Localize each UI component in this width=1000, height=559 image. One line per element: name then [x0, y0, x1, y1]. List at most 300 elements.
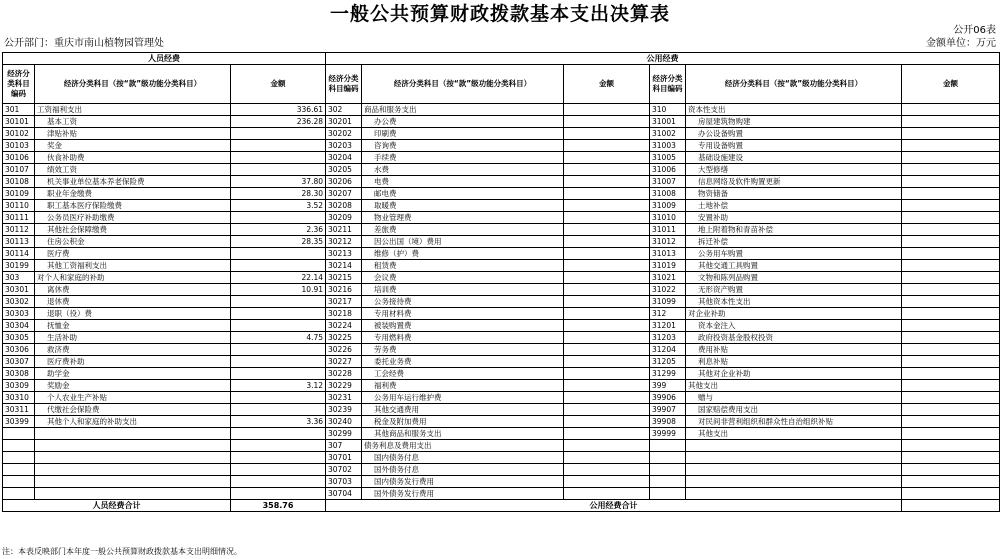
cell-name: 其他支出: [686, 428, 902, 440]
cell-name: [686, 464, 902, 476]
cell-code: 31099: [650, 296, 686, 308]
cell-code: 30114: [3, 248, 35, 260]
cell-name: 绩效工资: [35, 164, 231, 176]
cell-amount: [564, 476, 650, 488]
cell-amount: 2.36: [231, 224, 326, 236]
cell-name: 其他商品和服务支出: [362, 428, 564, 440]
personnel-total-value: 358.76: [231, 500, 326, 512]
cell-amount: 4.75: [231, 332, 326, 344]
cell-name: 维修（护）费: [362, 248, 564, 260]
cell-name: 退休费: [35, 296, 231, 308]
cell-code: 30308: [3, 368, 35, 380]
cell-amount: [902, 200, 1000, 212]
cell-amount: [902, 356, 1000, 368]
table-row: [3, 200, 1000, 212]
cell-amount: [564, 284, 650, 296]
cell-amount: [231, 164, 326, 176]
table-row: [3, 104, 1000, 116]
table-row: [3, 248, 1000, 260]
cell-name: 办公费: [362, 116, 564, 128]
cell-code: 30102: [3, 128, 35, 140]
cell-name: [35, 464, 231, 476]
cell-amount: [902, 416, 1000, 428]
public-total-label: 公用经费合计: [326, 500, 902, 512]
cell-amount: [564, 404, 650, 416]
cell-amount: [902, 332, 1000, 344]
cell-name: 其他对企业补助: [686, 368, 902, 380]
cell-code: 31008: [650, 188, 686, 200]
table-row: [3, 392, 1000, 404]
cell-name: 公务员医疗补助缴费: [35, 212, 231, 224]
cell-code: 30224: [326, 320, 362, 332]
cell-name: 其他交通费用: [362, 404, 564, 416]
cell-name: 水费: [362, 164, 564, 176]
table-row: [3, 308, 1000, 320]
cell-code: 31001: [650, 116, 686, 128]
cell-code: 31019: [650, 260, 686, 272]
cell-name: 国外债务发行费用: [362, 488, 564, 500]
cell-amount: [564, 416, 650, 428]
table-row: [3, 428, 1000, 440]
cell-code: 30109: [3, 188, 35, 200]
table-row: [3, 320, 1000, 332]
cell-name: [35, 452, 231, 464]
cell-amount: [902, 104, 1000, 116]
cell-code: 30225: [326, 332, 362, 344]
cell-code: 307: [326, 440, 362, 452]
table-row: [3, 260, 1000, 272]
cell-amount: [564, 368, 650, 380]
cell-code: 30228: [326, 368, 362, 380]
cell-amount: [231, 428, 326, 440]
cell-amount: [231, 368, 326, 380]
table-row: [3, 236, 1000, 248]
cell-name: 公务用车运行维护费: [362, 392, 564, 404]
cell-code: [3, 464, 35, 476]
cell-amount: [564, 128, 650, 140]
cell-amount: 336.61: [231, 104, 326, 116]
cell-name: 生活补助: [35, 332, 231, 344]
cell-amount: [902, 128, 1000, 140]
cell-code: 30101: [3, 116, 35, 128]
cell-name: 赠与: [686, 392, 902, 404]
cell-name: 物资储备: [686, 188, 902, 200]
cell-name: 其他资本性支出: [686, 296, 902, 308]
table-row: [3, 380, 1000, 392]
cell-amount: [902, 176, 1000, 188]
cell-name: 工会经费: [362, 368, 564, 380]
cell-amount: [231, 344, 326, 356]
cell-code: 30103: [3, 140, 35, 152]
table-row: [3, 488, 1000, 500]
cell-name: 商品和服务支出: [362, 104, 564, 116]
cell-code: 30702: [326, 464, 362, 476]
cell-amount: [231, 488, 326, 500]
cell-name: 公务接待费: [362, 296, 564, 308]
table-row: [3, 356, 1000, 368]
cell-code: 30231: [326, 392, 362, 404]
cell-amount: [902, 272, 1000, 284]
cell-code: 30106: [3, 152, 35, 164]
cell-name: 因公出国（境）费用: [362, 236, 564, 248]
cell-amount: [564, 344, 650, 356]
amount-unit-label: 金额单位：万元: [926, 38, 996, 49]
cell-amount: [902, 284, 1000, 296]
cell-name: 咨询费: [362, 140, 564, 152]
cell-code: 30226: [326, 344, 362, 356]
cell-name: 其他社会保障缴费: [35, 224, 231, 236]
cell-name: 国内债务发行费用: [362, 476, 564, 488]
cell-name: 其他支出: [686, 380, 902, 392]
cell-name: 电费: [362, 176, 564, 188]
cell-name: 安置补助: [686, 212, 902, 224]
public-section-title: 公用经费: [326, 53, 1000, 65]
cell-amount: [902, 464, 1000, 476]
expenditure-table: [2, 52, 1000, 512]
cell-name: [686, 440, 902, 452]
cell-name: 被装购置费: [362, 320, 564, 332]
cell-code: 30113: [3, 236, 35, 248]
cell-amount: [902, 476, 1000, 488]
cell-amount: [564, 236, 650, 248]
cell-code: 30304: [3, 320, 35, 332]
cell-code: 30213: [326, 248, 362, 260]
cell-amount: [564, 176, 650, 188]
cell-code: 30206: [326, 176, 362, 188]
cell-name: 租赁费: [362, 260, 564, 272]
cell-code: 30240: [326, 416, 362, 428]
cell-name: 其他工资福利支出: [35, 260, 231, 272]
cell-amount: [564, 248, 650, 260]
cell-code: 30302: [3, 296, 35, 308]
cell-code: 30203: [326, 140, 362, 152]
section-header-row: [3, 53, 1000, 65]
cell-code: 39999: [650, 428, 686, 440]
cell-amount: [231, 464, 326, 476]
cell-amount: [231, 152, 326, 164]
cell-amount: [564, 356, 650, 368]
cell-amount: [902, 428, 1000, 440]
cell-name: 对民间非营利组织和群众性自治组织补贴: [686, 416, 902, 428]
cell-amount: [564, 200, 650, 212]
cell-amount: [902, 248, 1000, 260]
table-row: [3, 164, 1000, 176]
cell-amount: [231, 140, 326, 152]
cell-amount: [902, 404, 1000, 416]
cell-code: 30299: [326, 428, 362, 440]
cell-code: 302: [326, 104, 362, 116]
cell-name: 对个人和家庭的补助: [35, 272, 231, 284]
cell-code: 31012: [650, 236, 686, 248]
cell-amount: 37.80: [231, 176, 326, 188]
col-header-name: 经济分类科目（按“款”级功能分类科目）: [35, 65, 231, 104]
cell-code: [650, 476, 686, 488]
cell-amount: [564, 272, 650, 284]
cell-code: 31013: [650, 248, 686, 260]
table-row: [3, 416, 1000, 428]
table-row: [3, 452, 1000, 464]
cell-name: [686, 476, 902, 488]
personnel-total-label: 人员经费合计: [3, 500, 231, 512]
cell-code: 31201: [650, 320, 686, 332]
cell-name: 劳务费: [362, 344, 564, 356]
cell-amount: [902, 188, 1000, 200]
cell-name: 手续费: [362, 152, 564, 164]
cell-amount: [902, 212, 1000, 224]
cell-name: 会议费: [362, 272, 564, 284]
cell-name: 资本性支出: [686, 104, 902, 116]
col-header-name: 经济分类科目（按“款”级功能分类科目）: [686, 65, 902, 104]
cell-code: 30112: [3, 224, 35, 236]
cell-name: 救济费: [35, 344, 231, 356]
column-header-row: [3, 65, 1000, 104]
cell-code: 31205: [650, 356, 686, 368]
footnote: 注：本表反映部门本年度一般公共预算财政拨款基本支出明细情况。: [2, 547, 242, 556]
table-row: [3, 368, 1000, 380]
cell-name: 职工基本医疗保险缴费: [35, 200, 231, 212]
cell-amount: [564, 104, 650, 116]
cell-code: 399: [650, 380, 686, 392]
cell-name: [35, 440, 231, 452]
cell-code: [3, 452, 35, 464]
cell-amount: [564, 320, 650, 332]
cell-name: 国外债务付息: [362, 464, 564, 476]
table-row: [3, 332, 1000, 344]
cell-amount: [564, 488, 650, 500]
cell-code: 30701: [326, 452, 362, 464]
table-row: [3, 152, 1000, 164]
public-total-value: [902, 500, 1000, 512]
cell-name: [686, 488, 902, 500]
cell-code: 39906: [650, 392, 686, 404]
cell-code: 30311: [3, 404, 35, 416]
cell-amount: [902, 224, 1000, 236]
cell-code: 31009: [650, 200, 686, 212]
table-row: [3, 404, 1000, 416]
cell-code: 30239: [326, 404, 362, 416]
cell-code: 30399: [3, 416, 35, 428]
col-header-amount: 金额: [902, 65, 1000, 104]
table-row: [3, 128, 1000, 140]
cell-name: 税金及附加费用: [362, 416, 564, 428]
cell-code: 30229: [326, 380, 362, 392]
cell-name: 房屋建筑物购建: [686, 116, 902, 128]
cell-name: 医疗费补助: [35, 356, 231, 368]
cell-amount: 10.91: [231, 284, 326, 296]
cell-name: 福利费: [362, 380, 564, 392]
cell-code: 30207: [326, 188, 362, 200]
cell-code: [3, 488, 35, 500]
cell-amount: [564, 464, 650, 476]
cell-code: 30310: [3, 392, 35, 404]
cell-name: 物业管理费: [362, 212, 564, 224]
cell-name: 奖励金: [35, 380, 231, 392]
cell-amount: [902, 380, 1000, 392]
cell-code: 30214: [326, 260, 362, 272]
cell-name: 债务利息及费用支出: [362, 440, 564, 452]
cell-name: [35, 488, 231, 500]
cell-code: 30703: [326, 476, 362, 488]
cell-code: 31011: [650, 224, 686, 236]
cell-amount: [231, 212, 326, 224]
cell-code: 31005: [650, 152, 686, 164]
cell-name: 文物和陈列品购置: [686, 272, 902, 284]
cell-code: 310: [650, 104, 686, 116]
cell-code: [650, 464, 686, 476]
cell-amount: 28.35: [231, 236, 326, 248]
cell-code: 31021: [650, 272, 686, 284]
report-title: 一般公共预算财政拨款基本支出决算表: [329, 3, 670, 25]
cell-amount: [564, 452, 650, 464]
table-row: [3, 296, 1000, 308]
cell-code: 30201: [326, 116, 362, 128]
cell-amount: [231, 392, 326, 404]
totals-row: [3, 500, 1000, 512]
cell-amount: [902, 260, 1000, 272]
cell-code: 303: [3, 272, 35, 284]
cell-name: 代缴社会保险费: [35, 404, 231, 416]
cell-code: 30205: [326, 164, 362, 176]
cell-name: 专用燃料费: [362, 332, 564, 344]
table-row: [3, 140, 1000, 152]
cell-amount: [231, 452, 326, 464]
cell-code: 30305: [3, 332, 35, 344]
table-row: [3, 176, 1000, 188]
table-row: [3, 272, 1000, 284]
cell-code: [3, 440, 35, 452]
cell-amount: 236.28: [231, 116, 326, 128]
cell-amount: [564, 332, 650, 344]
cell-code: 31203: [650, 332, 686, 344]
cell-code: 312: [650, 308, 686, 320]
cell-name: 伙食补助费: [35, 152, 231, 164]
cell-code: 30199: [3, 260, 35, 272]
cell-code: 30209: [326, 212, 362, 224]
cell-name: 委托业务费: [362, 356, 564, 368]
cell-amount: [231, 476, 326, 488]
cell-amount: [231, 320, 326, 332]
cell-name: 对企业补助: [686, 308, 902, 320]
cell-amount: [902, 344, 1000, 356]
cell-code: 30306: [3, 344, 35, 356]
cell-name: 住房公积金: [35, 236, 231, 248]
cell-amount: [564, 116, 650, 128]
cell-name: 邮电费: [362, 188, 564, 200]
cell-name: 基本工资: [35, 116, 231, 128]
cell-name: 助学金: [35, 368, 231, 380]
form-number: 公开06表: [953, 25, 996, 36]
cell-amount: [564, 224, 650, 236]
table-row: [3, 212, 1000, 224]
cell-amount: [902, 308, 1000, 320]
cell-name: 差旅费: [362, 224, 564, 236]
cell-amount: [564, 308, 650, 320]
cell-name: 退职（役）费: [35, 308, 231, 320]
cell-amount: [231, 356, 326, 368]
cell-code: [650, 452, 686, 464]
table-row: [3, 440, 1000, 452]
cell-code: 31204: [650, 344, 686, 356]
cell-name: 津贴补贴: [35, 128, 231, 140]
cell-name: 离休费: [35, 284, 231, 296]
col-header-code: 经济分类科目编码: [326, 65, 362, 104]
cell-name: 办公设备购置: [686, 128, 902, 140]
cell-amount: [564, 392, 650, 404]
cell-name: 专用设备购置: [686, 140, 902, 152]
cell-amount: [902, 452, 1000, 464]
cell-code: 31003: [650, 140, 686, 152]
cell-amount: 3.12: [231, 380, 326, 392]
cell-name: 无形资产购置: [686, 284, 902, 296]
cell-name: 拆迁补偿: [686, 236, 902, 248]
cell-name: [35, 476, 231, 488]
cell-code: 30111: [3, 212, 35, 224]
cell-code: 30211: [326, 224, 362, 236]
cell-amount: [564, 152, 650, 164]
cell-code: 30110: [3, 200, 35, 212]
cell-name: 培训费: [362, 284, 564, 296]
cell-amount: [902, 320, 1000, 332]
cell-amount: 3.36: [231, 416, 326, 428]
table-row: [3, 116, 1000, 128]
cell-code: 31010: [650, 212, 686, 224]
cell-code: 30216: [326, 284, 362, 296]
cell-code: [650, 488, 686, 500]
cell-amount: [564, 428, 650, 440]
table-row: [3, 188, 1000, 200]
table-row: [3, 476, 1000, 488]
cell-code: 301: [3, 104, 35, 116]
cell-name: [686, 452, 902, 464]
cell-amount: [564, 440, 650, 452]
cell-code: 30208: [326, 200, 362, 212]
col-header-amount: 金额: [564, 65, 650, 104]
cell-code: 31022: [650, 284, 686, 296]
cell-name: 其他交通工具购置: [686, 260, 902, 272]
cell-code: 30218: [326, 308, 362, 320]
cell-name: 取暖费: [362, 200, 564, 212]
cell-amount: [564, 188, 650, 200]
cell-code: 30704: [326, 488, 362, 500]
cell-code: 39907: [650, 404, 686, 416]
cell-amount: [564, 212, 650, 224]
cell-amount: [902, 368, 1000, 380]
cell-code: [3, 476, 35, 488]
cell-name: 土地补偿: [686, 200, 902, 212]
cell-name: 机关事业单位基本养老保险费: [35, 176, 231, 188]
cell-code: 30309: [3, 380, 35, 392]
table-row: [3, 464, 1000, 476]
cell-amount: [564, 140, 650, 152]
cell-code: 30217: [326, 296, 362, 308]
cell-amount: [564, 164, 650, 176]
col-header-code: 经济分类科目编码: [3, 65, 35, 104]
cell-code: 30301: [3, 284, 35, 296]
cell-name: 抚恤金: [35, 320, 231, 332]
cell-amount: [231, 296, 326, 308]
cell-amount: [231, 128, 326, 140]
col-header-code: 经济分类科目编码: [650, 65, 686, 104]
cell-name: 费用补贴: [686, 344, 902, 356]
col-header-name: 经济分类科目（按“款”级功能分类科目）: [362, 65, 564, 104]
cell-amount: [902, 164, 1000, 176]
cell-amount: [564, 260, 650, 272]
cell-name: 大型修缮: [686, 164, 902, 176]
cell-amount: [902, 296, 1000, 308]
cell-amount: 22.14: [231, 272, 326, 284]
cell-name: 政府投资基金股权投资: [686, 332, 902, 344]
cell-code: 31007: [650, 176, 686, 188]
